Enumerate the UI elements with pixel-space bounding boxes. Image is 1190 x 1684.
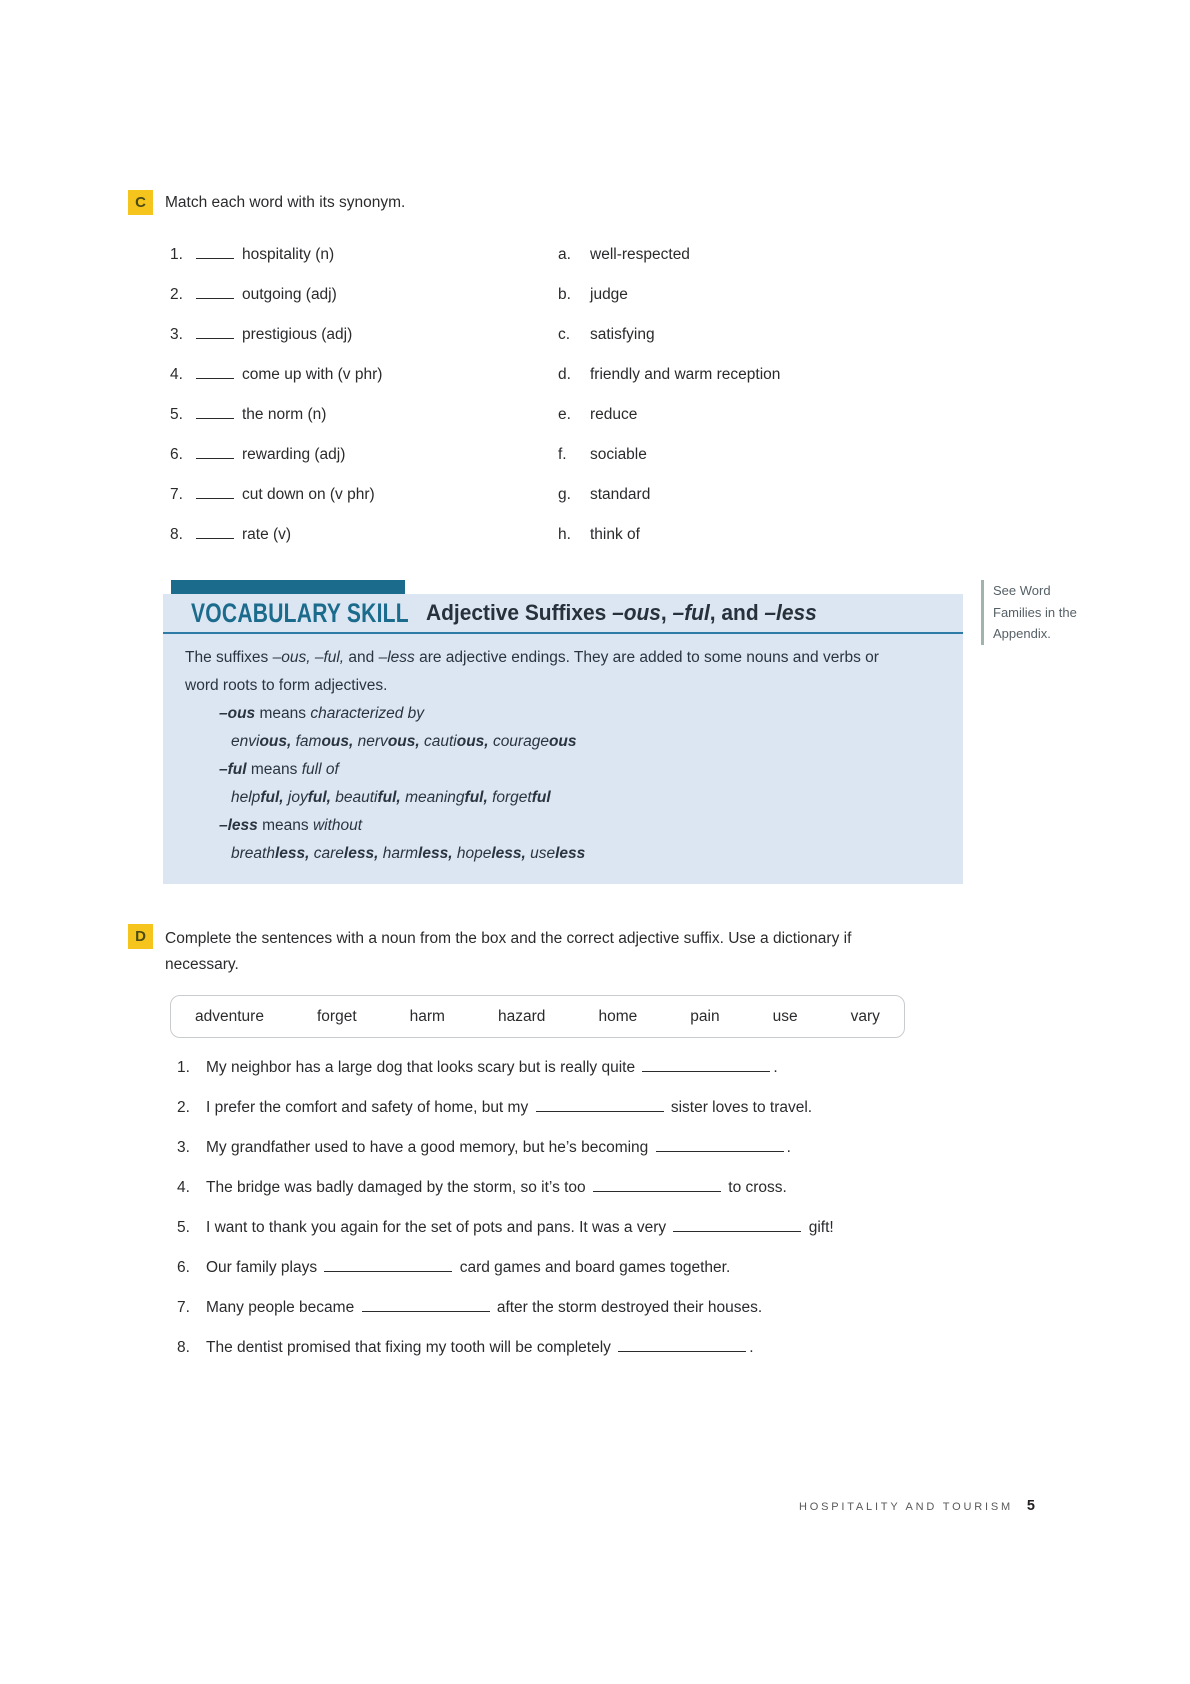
option-letter: c. xyxy=(558,326,571,343)
skill-box-accent-bar xyxy=(171,580,405,594)
suffix-rule-ful: –ful means full of xyxy=(219,761,339,778)
match-list xyxy=(170,235,382,555)
sentence-number: 5. xyxy=(177,1219,190,1236)
sentence-item xyxy=(177,1328,834,1368)
skill-box-content xyxy=(163,634,963,884)
answer-blank xyxy=(196,367,234,379)
sentence-text: The dentist promised that fixing my tooth will be completely . xyxy=(206,1339,754,1356)
sentence-item xyxy=(177,1168,834,1208)
word-bank-item: use xyxy=(772,1007,798,1025)
option-item xyxy=(558,315,780,355)
answer-blank xyxy=(196,327,234,339)
sentence-list xyxy=(177,1048,834,1368)
option-text: reduce xyxy=(590,406,638,423)
word-bank-item: home xyxy=(598,1007,638,1025)
match-item xyxy=(170,355,382,395)
sentence-text: My neighbor has a large dog that looks scary but is really quite . xyxy=(206,1059,778,1076)
option-text: judge xyxy=(590,286,628,303)
suffix-examples-ful: helpful, joyful, beautiful, meaningful, forgetful xyxy=(231,789,551,806)
item-term: cut down on (v phr) xyxy=(242,486,375,503)
option-item xyxy=(558,275,780,315)
option-item xyxy=(558,515,780,555)
sentence-text: My grandfather used to have a good memory, but he’s becoming . xyxy=(206,1139,791,1156)
footer-unit-title: HOSPITALITY AND TOURISM xyxy=(798,1501,1013,1513)
match-item xyxy=(170,235,382,275)
item-number: 6. xyxy=(170,446,183,463)
sentence-item xyxy=(177,1048,834,1088)
word-bank-item: forget xyxy=(316,1007,357,1025)
answer-blank xyxy=(196,447,234,459)
answer-blank xyxy=(196,487,234,499)
option-text: think of xyxy=(590,526,640,543)
option-letter: g. xyxy=(558,486,571,503)
option-item xyxy=(558,235,780,275)
sentence-number: 6. xyxy=(177,1259,190,1276)
word-bank xyxy=(170,995,905,1038)
item-term: come up with (v phr) xyxy=(242,366,383,383)
footer-page-number: 5 xyxy=(1026,1498,1035,1514)
item-term: outgoing (adj) xyxy=(242,286,337,303)
appendix-side-note: See Word Families in the Appendix. xyxy=(981,580,1089,645)
item-term: the norm (n) xyxy=(242,406,327,423)
sentence-text: The bridge was badly damaged by the storm, so it’s too to cross. xyxy=(206,1179,787,1196)
option-item xyxy=(558,435,780,475)
sentence-number: 1. xyxy=(177,1059,190,1076)
sentence-item xyxy=(177,1128,834,1168)
sentence-number: 8. xyxy=(177,1339,190,1356)
suffix-examples-ous: envious, famous, nervous, cautious, courageous xyxy=(231,733,577,750)
suffix-examples-less: breathless, careless, harmless, hopeless, useless xyxy=(231,845,586,862)
option-letter: a. xyxy=(558,246,571,263)
item-number: 7. xyxy=(170,486,183,503)
sentence-number: 2. xyxy=(177,1099,190,1116)
item-number: 1. xyxy=(170,246,183,263)
option-item xyxy=(558,475,780,515)
option-text: sociable xyxy=(590,446,647,463)
skill-intro-paragraph: The suffixes –ous, –ful, and –less are adjective endings. They are added to some nouns and verbs or word roots to form adjectives. xyxy=(185,649,879,694)
word-bank-item: pain xyxy=(690,1007,720,1025)
exercise-c-badge: C xyxy=(128,190,153,215)
option-letter: d. xyxy=(558,366,571,383)
option-text: friendly and warm reception xyxy=(590,366,781,383)
sentence-item xyxy=(177,1288,834,1328)
suffix-rule-ous: –ous means characterized by xyxy=(219,705,425,722)
sentence-item xyxy=(177,1248,834,1288)
item-number: 4. xyxy=(170,366,183,383)
exercise-d-badge: D xyxy=(128,924,153,949)
skill-box-heading: VOCABULARY SKILL xyxy=(191,597,409,628)
word-bank-item: harm xyxy=(409,1007,445,1025)
sentence-text: I want to thank you again for the set of pots and pans. It was a very gift! xyxy=(206,1219,834,1236)
item-term: prestigious (adj) xyxy=(242,326,353,343)
item-number: 8. xyxy=(170,526,183,543)
vocabulary-skill-box xyxy=(163,580,963,884)
match-item xyxy=(170,475,382,515)
match-item xyxy=(170,395,382,435)
answer-blank xyxy=(196,287,234,299)
suffix-rule-less: –less means without xyxy=(219,817,363,834)
answer-blank xyxy=(196,407,234,419)
skill-box-header xyxy=(163,594,963,634)
option-item xyxy=(558,355,780,395)
item-number: 2. xyxy=(170,286,183,303)
sentence-item xyxy=(177,1208,834,1248)
answer-blank xyxy=(196,527,234,539)
sentence-number: 7. xyxy=(177,1299,190,1316)
item-number: 3. xyxy=(170,326,183,343)
answer-blank xyxy=(196,247,234,259)
sentence-text: Many people became after the storm destroyed their houses. xyxy=(206,1299,763,1316)
exercise-c-instructions: Match each word with its synonym. xyxy=(165,194,406,211)
match-item xyxy=(170,435,382,475)
option-item xyxy=(558,395,780,435)
exercise-d-instructions: Complete the sentences with a noun from the box and the correct adjective suffix. Use a dictionary if necessary. xyxy=(165,930,852,973)
item-term: hospitality (n) xyxy=(242,246,335,263)
match-item xyxy=(170,515,382,555)
option-text: satisfying xyxy=(590,326,655,343)
sentence-item xyxy=(177,1088,834,1128)
match-item xyxy=(170,275,382,315)
word-bank-item: hazard xyxy=(498,1007,546,1025)
word-bank-item: vary xyxy=(850,1007,880,1025)
option-text: standard xyxy=(590,486,651,503)
option-letter: b. xyxy=(558,286,571,303)
word-bank-item: adventure xyxy=(195,1007,264,1025)
item-term: rate (v) xyxy=(242,526,292,543)
synonym-options-list xyxy=(558,235,780,555)
option-letter: e. xyxy=(558,406,571,423)
skill-box-title: Adjective Suffixes –ous, –ful, and –less xyxy=(426,600,817,625)
option-letter: h. xyxy=(558,526,571,543)
page-footer xyxy=(799,1498,1035,1514)
sentence-number: 3. xyxy=(177,1139,190,1156)
option-text: well-respected xyxy=(590,246,690,263)
sentence-text: I prefer the comfort and safety of home, but my sister loves to travel. xyxy=(206,1099,813,1116)
option-letter: f. xyxy=(558,446,567,463)
sentence-text: Our family plays card games and board games together. xyxy=(206,1259,731,1276)
sentence-number: 4. xyxy=(177,1179,190,1196)
item-number: 5. xyxy=(170,406,183,423)
match-item xyxy=(170,315,382,355)
item-term: rewarding (adj) xyxy=(242,446,346,463)
